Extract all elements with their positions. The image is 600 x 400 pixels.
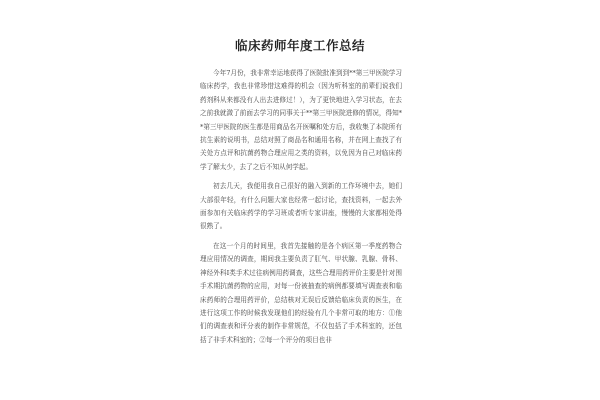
document-body [200, 67, 402, 353]
paragraph-3: 在这一个月的时间里，我首先接触的是各个病区第一季度药物合理应用情况的调查，期间我主要负责了肛气、甲状腺、乳腺、骨科、神经外科Ⅰ类手术过往病例用药调查，这些合理用药评价主要是针对围手术期抗菌药物的应用，对每一份被抽查的病例都要填写调查表和临床药师的合理用药评价，总结核对无误后反馈给临床负责的医生，在进行这项工作的时候我发现他们的经验有几个非常可取的地方：①他们的调查表和评分表的制作非常规范，不仅包括了手术科室的，还包括了非手术科室的；②每一个评分的项目也非 [200, 241, 402, 344]
paragraph-2: 初去几天，我便用我自己很好的融入到新的工作环境中去，她们大部很年轻，有什么问题大家也经常一起讨论，查找资料，一起去外面参加有关临床药学的学习班或者听专家讲座，慢慢的大家都相处得很熟了。 [200, 182, 402, 231]
document-title: 临床药师年度工作总结 [234, 38, 365, 53]
paragraph-1: 今年7月份，我非常幸运地获得了医院批准到到**第三甲医院学习临床药学，我也非常珍惜这难得的机会（因为听科室的前辈们说我们药剂科从来都没有人出去进修过！），为了更快地进入学习状态，在去之前我就溦了前面去学习的同事关于**第三甲医院进修的情况，得知**第三甲医院的医生都是用商品名开医嘱和处方后，我收集了本院所有抗生素的说明书，总结对照了商品名和通用名称，并在网上查找了有关处方点评和抗菌药物合理应用之类的资料，以免因为自己对临床药学了解太少，去了之后不知从何学起。 [200, 69, 402, 171]
